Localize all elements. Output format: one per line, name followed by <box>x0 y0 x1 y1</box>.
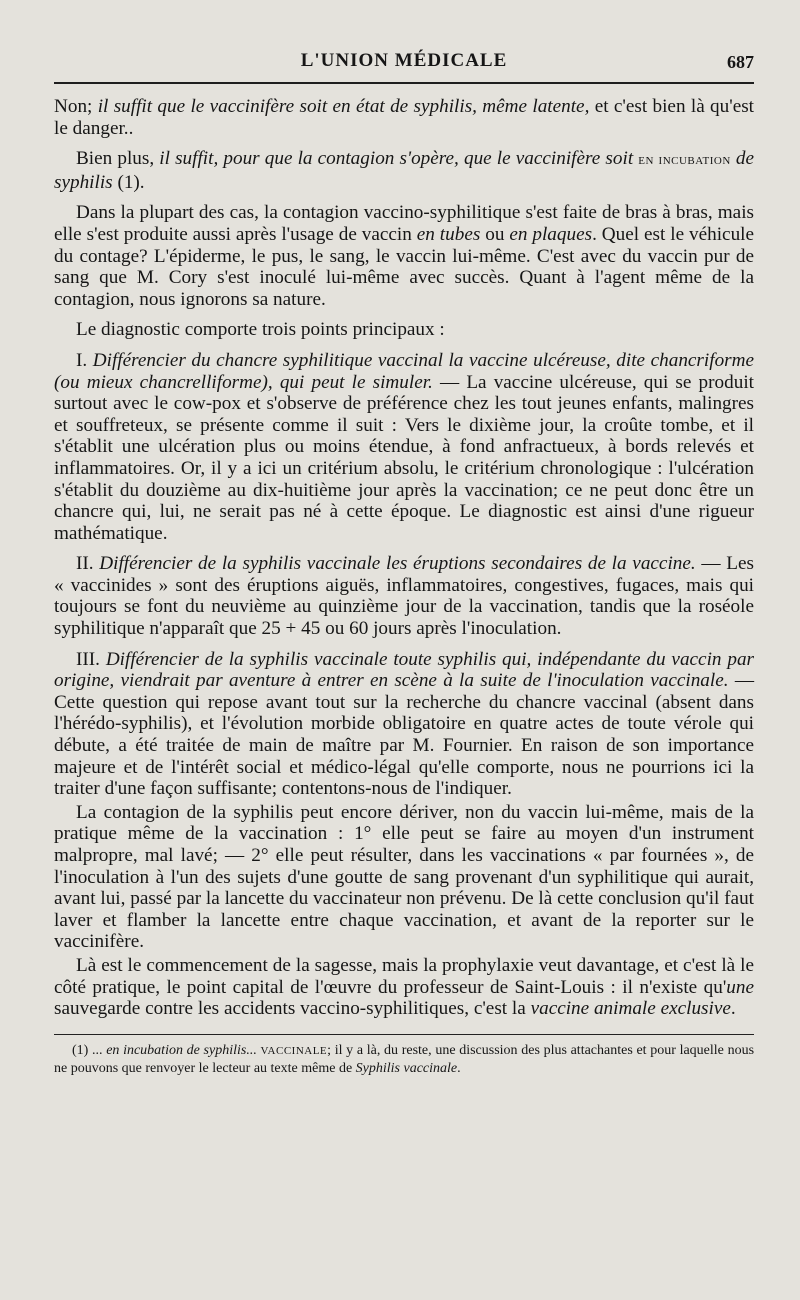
paragraph-contagion <box>54 202 754 310</box>
emphasis-text: Syphilis vaccinale <box>355 1060 458 1076</box>
emphasis-text: une <box>726 976 754 998</box>
text-run: — La vaccine ulcéreuse, qui se produit surtout avec le cow-pox et s'observe de préférence chez les tout jeunes enfants, malingres et souffreteux, se présente comme il suit : Vers le dixième jour, la croûte tombe, et il s'établit une ulcération plus ou moins étendue, à fond anfractueux, à bords relevés et inflammatoires. Or, il y a ici un critérium absolu, le critérium chronologique : l'ulcération s'établit du douzième au dix-huitième jour après la vaccination; ce ne peut donc être un chancre qui, lui, ne serait pas né à cette époque. Le diagnostic est ainsi d'une rigueur mathématique. <box>54 371 754 544</box>
running-title: L'UNION MÉDICALE <box>300 50 508 71</box>
paragraph-diagnostic <box>54 319 754 341</box>
section-heading: Différencier du chancre syphilitique vaccinal la vaccine ulcéreuse, dite chancriforme (ou mieux chancrelliforme), qui peut le simuler. <box>54 349 754 393</box>
text-run: . Quel est le véhicule du contage? L'épiderme, le pus, le sang, le vaccin lui-même. C'est avec du vaccin pur de sang que M. Cory s'est inoculé lui-même avec succès. Quant à l'agent même de la contagion, nous ignorons sa nature. <box>54 223 755 310</box>
text-run: — Cette question qui repose avant tout sur la recherche du chancre vaccinal (absent dans l'hérédo-syphilis), et l'évolution morbide obligatoire en quatre actes de toute vérole qui débute, a été traitée de main de maître par M. Fournier. En raison de son importance majeure et de l'intérêt social et médico-légal qu'elle comporte, nous ne pourrions ici la traiter d'une façon suffisante; contentons-nous de l'indiquer. <box>54 670 755 800</box>
section-heading: Différencier de la syphilis vaccinale les éruptions secondaires de la vaccine. <box>99 553 696 575</box>
emphasis-text: en incubation de syphilis... <box>106 1042 257 1058</box>
text-run: Dans la plupart des cas, la contagion vaccino-syphilitique s'est faite de bras à bras, mais elle s'est produite aussi après l'usage de vaccin <box>54 202 754 245</box>
section-numeral: III. <box>76 648 106 670</box>
text-run: Bien plus, <box>76 148 160 170</box>
section-numeral: II. <box>76 553 100 575</box>
text-run: Là est le commencement de la sagesse, mais la prophylaxie veut davantage, et c'est là le côté pratique, le point capital de l'œuvre du professeur de Saint-Louis : il n'existe qu' <box>54 954 754 998</box>
footnote <box>54 1041 754 1078</box>
text-run: . <box>730 998 736 1020</box>
text-run: sauvegarde contre les accidents vaccino-syphilitiques, c'est la <box>54 998 531 1020</box>
section-heading: Différencier de la syphilis vaccinale toute syphilis qui, indépendante du vaccin par origine, viendrait par aventure à entrer en scène à la suite de l'inoculation vaccinale. <box>54 648 755 692</box>
text-run: Le diagnostic comporte trois points principaux : <box>76 319 445 341</box>
paragraph-prophylaxis <box>54 955 754 1020</box>
text-run: — Les « vaccinides » sont des éruptions aiguës, inflammatoires, congestives, fugaces, mais qui toujours se font du neuvième au quinzième jour de la vaccination, tandis que la roséole syphilitique n'apparaît que 25 + 45 ou 60 jours après l'inoculation. <box>54 553 754 640</box>
emphasis-text: en plaques <box>509 223 593 245</box>
footnote-divider <box>54 1034 754 1035</box>
text-run: ou <box>480 223 510 245</box>
emphasis-text: en tubes <box>416 223 481 245</box>
paragraph-incubation <box>54 148 754 193</box>
emphasis-text: il suffit que le vaccinifère soit en état de syphilis, même latente, <box>97 96 590 117</box>
page-header <box>54 46 754 84</box>
paragraph-continuation <box>54 96 754 139</box>
text-run: La contagion de la syphilis peut encore dériver, non du vaccin lui-même, mais de la pratique même de la vaccination : 1° elle peut se faire au moyen d'un instrument malpropre, mal lavé; — 2° elle peut résulter, dans les vaccinations « par fournées », de l'inoculation à l'un des sujets d'une goutte de sang provenant d'un syphilitique qui aurait, avant lui, passé par la lancette du vaccinateur non prévenu. De là cette conclusion qu'il faut laver et flamber la lancette entre chaque vaccination, et avant de la reporter sur le vaccinifère. <box>54 801 754 953</box>
emphasis-text: vaccine animale exclusive <box>530 998 731 1020</box>
small-caps-text: en incubation <box>638 152 731 169</box>
paragraph-point-three <box>54 649 754 800</box>
paragraph-point-two <box>54 553 754 639</box>
paragraph-point-one <box>54 350 754 544</box>
text-run: Non; <box>54 96 98 117</box>
text-run: . <box>457 1060 461 1076</box>
text-run: et c'est bien là qu'est le danger.. <box>54 96 755 139</box>
footnote-reference: (1). <box>112 171 145 193</box>
paragraph-lancet <box>54 802 754 953</box>
emphasis-text: il suffit, pour que la contagion s'opère, que le vaccinifère soit <box>159 148 634 170</box>
emphasis-text: de syphilis <box>54 148 755 193</box>
footnote-marker: (1) ... <box>72 1042 107 1058</box>
text-run: ; il y a là, du reste, une discussion des plus attachantes et pour laquelle nous ne pouvons que renvoyer le lecteur au texte même de <box>54 1042 755 1076</box>
page-number: 687 <box>727 52 754 72</box>
section-numeral: I. <box>76 349 93 371</box>
small-caps-text: vaccinale <box>260 1041 328 1058</box>
article-body <box>54 96 754 1020</box>
